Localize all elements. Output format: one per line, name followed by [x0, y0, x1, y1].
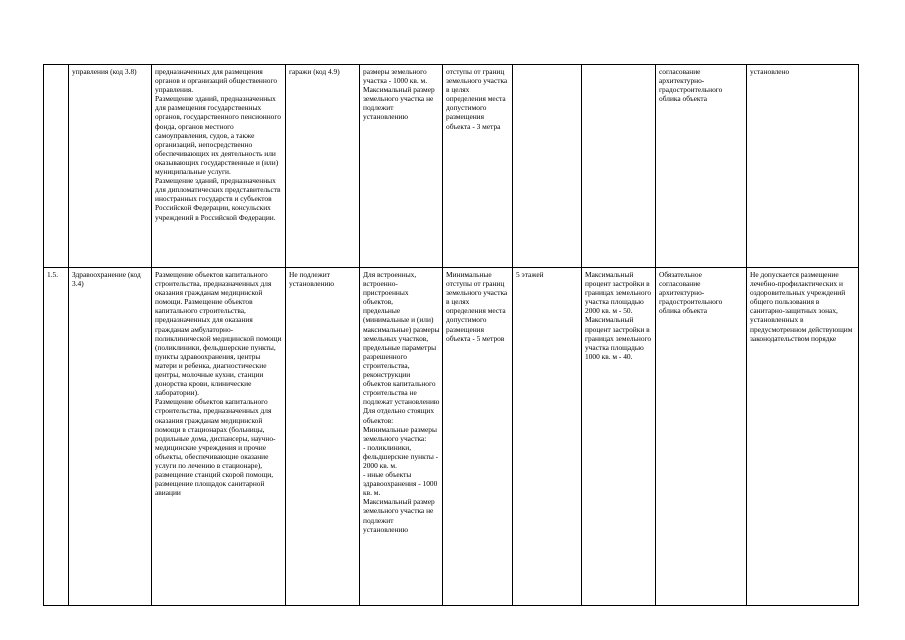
restrictions-cell: Не допускается размещение лечебно-профилактических и оздоровительных учреждений общего пользования в санитарно-защитных зонах, установленных в предусмотренном действующим законодательством порядке: [747, 268, 859, 606]
use-description-cell: Размещение объектов капитального строительства, предназначенных для оказания гражданам медицинской помощи. Размещение объектов капитального строительства, предназначенных для оказания гражданам амбулаторно-поликлинической медицинской помощи (поликлиники, фельдшерские пункты, пункты здравоохранения, центры матери и ребенка, диагностические центры, молочные кухни, станции донорства крови, клинические лаборатории). Размещение объектов капитального строительства, предназначенных для оказания гражданам медицинской помощи в стационарах (больницы, родильные дома, диспансеры, научно-медицинские учреждения и прочие объекты, обеспечивающие оказание услуги по лечению в стационаре), размещение станций скорой помощи, размещение площадок санитарной авиации: [152, 268, 286, 606]
setback-cell: отступы от границ земельного участка в целях определения места допустимого размещения объекта - 3 метра: [443, 65, 513, 268]
coverage-cell: [582, 65, 656, 268]
auxiliary-use-cell: гаражи (код 4.9): [286, 65, 360, 268]
restrictions-cell: установлено: [747, 65, 859, 268]
setback-cell: Минимальные отступы от границ земельного участка в целях определения места допустимого размещения объекта - 5 метров: [443, 268, 513, 606]
floors-cell: [513, 65, 582, 268]
permitted-use-cell: управления (код 3.8): [69, 65, 152, 268]
other-params-cell: согласование архитектурно-градостроительного облика объекта: [656, 65, 747, 268]
permitted-use-cell: Здравоохранение (код 3.4): [69, 268, 152, 606]
table-row: [44, 65, 859, 268]
row-number-cell: 1.5.: [44, 268, 69, 606]
row-number-cell: [44, 65, 69, 268]
plot-size-cell: размеры земельного участка - 1000 кв. м. Максимальный размер земельного участка не подлежит установлению: [360, 65, 443, 268]
zoning-table: [43, 64, 859, 606]
plot-size-cell: Для встроенных, встроенно-пристроенных объектов, предельные (минимальные и (или) максимальные) размеры земельных участков, предельные параметры разрешенного строительства, реконструкции объектов капитального строительства не подлежат установлению Для отдельно стоящих объектов: Минимальные размеры земельного участка: - поликлиники, фельдшерские пункты - 2000 кв. м. - иные объекты здравоохранения - 1000 кв. м. Максимальный размер земельного участка не подлежит установлению: [360, 268, 443, 606]
coverage-cell: Максимальный процент застройки в границах земельного участка площадью 2000 кв. м - 50. Максимальный процент застройки в границах земельного участка площадью 1000 кв. м - 40.: [582, 268, 656, 606]
auxiliary-use-cell: Не подлежит установлению: [286, 268, 360, 606]
other-params-cell: Обязательное согласование архитектурно-градостроительного облика объекта: [656, 268, 747, 606]
use-description-cell: предназначенных для размещения органов и организаций общественного управления. Размещение зданий, предназначенных для размещения государственных органов, государственного пенсионного фонда, органов местного самоуправления, судов, а также организаций, непосредственно обеспечивающих их деятельность или оказывающих государственные и (или) муниципальные услуги. Размещение зданий, предназначенных для дипломатических представительств иностранных государств и субъектов Российской Федерации, консульских учреждений в Российской Федерации.: [152, 65, 286, 268]
table-row: [44, 268, 859, 606]
floors-cell: 5 этажей: [513, 268, 582, 606]
